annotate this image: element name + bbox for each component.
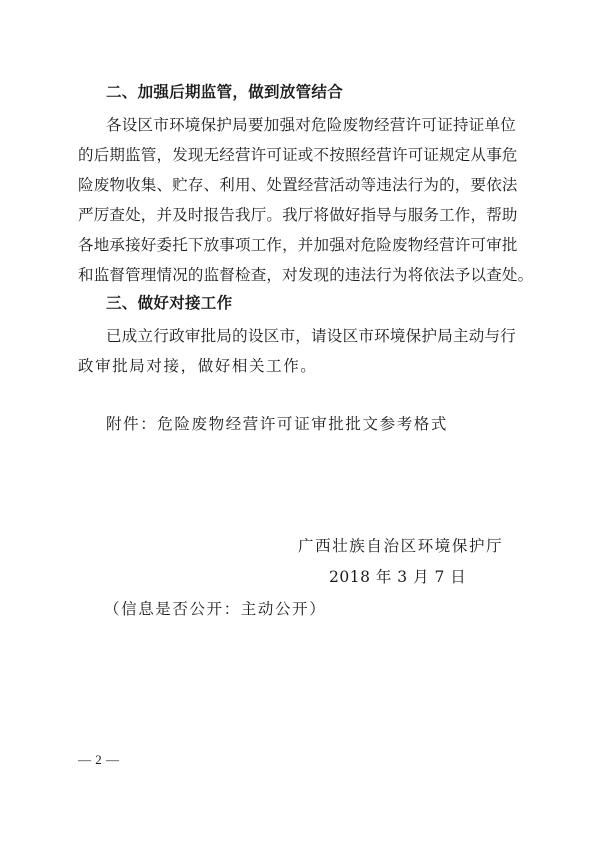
signature-organization: 广西壮族自治区环境保护厅 (298, 537, 504, 555)
section-2-line-2: 的后期监管，发现无经营许可证或不按照经营许可证规定从事危 (78, 146, 518, 164)
section-2-line-1: 各设区市环境保护局要加强对危险废物经营许可证持证单位 (106, 116, 516, 134)
disclosure-note: （信息是否公开：主动公开） (104, 600, 327, 618)
page-number: — 2 — (78, 752, 120, 767)
section-2-line-4: 严厉查处，并及时报告我厅。我厅将做好指导与服务工作，帮助 (78, 206, 518, 224)
section-2-line-3: 险废物收集、贮存、利用、处置经营活动等违法行为的，要依法 (78, 176, 518, 194)
section-2-line-5: 各地承接好委托下放事项工作，并加强对危险废物经营许可审批 (78, 236, 518, 254)
section-3-line-1: 已成立行政审批局的设区市，请设区市环境保护局主动与行 (106, 327, 516, 345)
section-3-line-2: 政审批局对接，做好相关工作。 (78, 357, 318, 375)
signature-date: 2018 年 3 月 7 日 (329, 568, 467, 586)
section-2-heading: 二、加强后期监管，做到放管结合 (106, 83, 344, 101)
attachment-note: 附件：危险废物经营许可证审批批文参考格式 (106, 415, 449, 433)
section-3-heading: 三、做好对接工作 (106, 294, 233, 312)
section-2-line-6: 和监督管理情况的监督检查，对发现的违法行为将依法予以查处。 (78, 266, 534, 284)
